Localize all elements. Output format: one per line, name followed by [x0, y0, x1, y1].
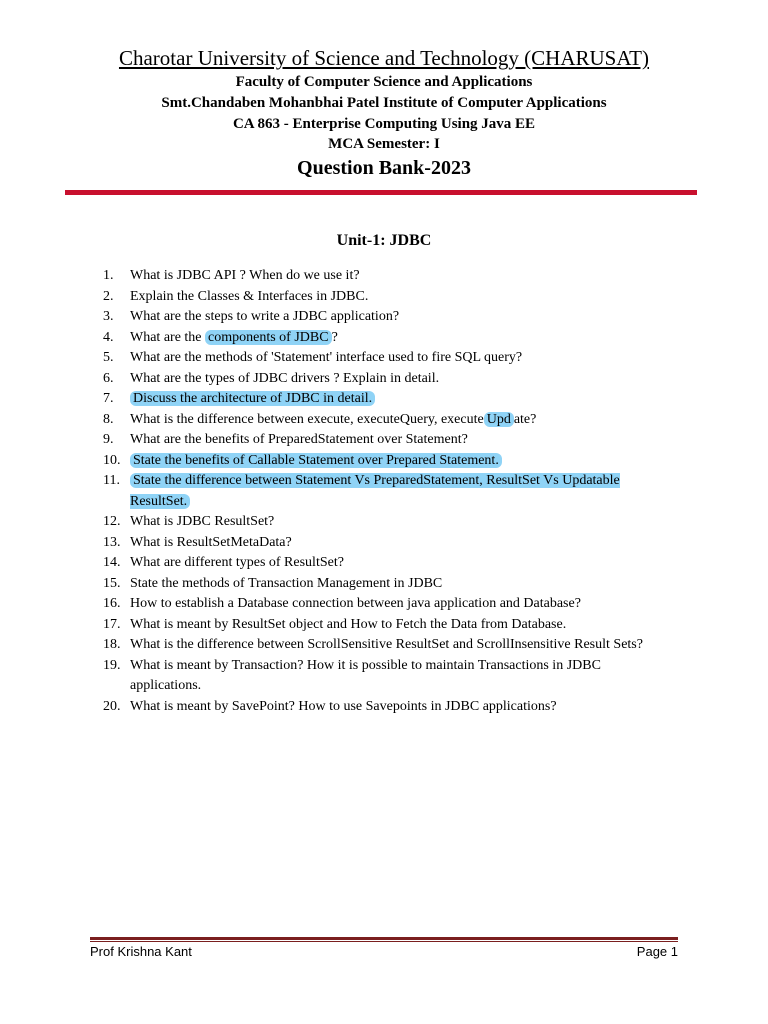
question-text [130, 348, 670, 369]
question-number: 2. [103, 288, 114, 304]
question-text [130, 266, 670, 287]
question-highlight: State the difference between Statement Vs PreparedStatement, ResultSet Vs Updatable ResultSet. [130, 473, 620, 509]
question-item [0, 574, 768, 595]
question-highlight: components of JDBC [205, 330, 332, 345]
question-item [0, 471, 768, 512]
header-divider [65, 190, 697, 195]
question-item [0, 451, 768, 472]
question-text [130, 656, 670, 697]
question-text-plain: What is JDBC API ? When do we use it? [130, 268, 360, 283]
footer-divider-thin [90, 941, 678, 942]
question-text [130, 471, 670, 512]
document-title: Question Bank-2023 [297, 157, 471, 179]
question-item [0, 410, 768, 431]
question-number: 5. [103, 350, 114, 365]
question-list [0, 266, 768, 717]
question-text-plain: What is JDBC ResultSet? [130, 514, 275, 529]
question-text [130, 307, 670, 328]
question-item [0, 307, 768, 328]
question-item [0, 369, 768, 390]
question-item [0, 533, 768, 554]
question-text-plain: What are the steps to write a JDBC application? [130, 309, 400, 324]
question-number: 10. [103, 452, 121, 468]
question-number: 7. [103, 391, 114, 406]
question-item [0, 512, 768, 533]
footer-page-number: Page 1 [636, 944, 678, 959]
question-text [130, 410, 670, 431]
question-text [130, 369, 670, 390]
question-number: 1. [103, 268, 114, 283]
question-highlight: Upd [484, 412, 514, 427]
question-number: 12. [103, 514, 121, 529]
footer-author: Prof Krishna Kant [90, 944, 192, 959]
question-number: 14. [103, 555, 121, 570]
question-text-plain: What are different types of ResultSet? [130, 555, 344, 570]
question-text-plain: What are the types of JDBC drivers ? Explain in detail. [130, 370, 440, 386]
question-item [0, 348, 768, 369]
question-number: 6. [103, 370, 114, 386]
question-text [130, 553, 670, 574]
question-text-plain: Explain the Classes & Interfaces in JDBC. [130, 288, 369, 304]
question-item [0, 287, 768, 308]
question-text [130, 328, 670, 349]
question-number: 19. [103, 657, 121, 673]
question-item [0, 656, 768, 697]
question-number: 8. [103, 411, 114, 427]
semester-label: MCA Semester: I [328, 136, 440, 152]
question-text-plain: State the methods of Transaction Management in JDBC [130, 575, 443, 591]
question-text-plain: What are the methods of 'Statement' interface used to fire SQL query? [130, 350, 523, 365]
question-text-plain: What is the difference between execute, executeQuery, execute [130, 411, 484, 427]
question-text-plain: What are the benefits of PreparedStatement over Statement? [130, 432, 468, 447]
course-title: CA 863 - Enterprise Computing Using Java EE [232, 116, 536, 132]
question-text-plain: What is meant by Transaction? How it is possible to maintain Transactions in JDBC applications. [130, 657, 601, 693]
question-item [0, 389, 768, 410]
question-highlight: Discuss the architecture of JDBC in detail. [130, 391, 375, 406]
question-number: 16. [103, 596, 121, 611]
question-text [130, 697, 670, 718]
question-text-plain: What are the [130, 329, 206, 345]
university-name: Charotar University of Science and Technology (CHARUSAT) [118, 46, 650, 70]
question-number: 20. [103, 698, 121, 714]
question-text [130, 533, 670, 554]
question-number: 4. [103, 329, 114, 345]
question-item [0, 430, 768, 451]
faculty-name: Faculty of Computer Science and Applications [235, 74, 533, 90]
question-text [130, 451, 670, 472]
question-number: 15. [103, 575, 121, 591]
question-item [0, 594, 768, 615]
question-text-plain: ? [331, 329, 338, 345]
institute-name: Smt.Chandaben Mohanbhai Patel Institute of Computer Applications [161, 95, 607, 111]
question-text [130, 512, 670, 533]
question-item [0, 615, 768, 636]
question-text-plain: What is meant by SavePoint? How to use Savepoints in JDBC applications? [130, 698, 557, 714]
question-number: 3. [103, 309, 114, 324]
question-number: 9. [103, 432, 114, 447]
question-text-plain: ate? [513, 411, 537, 427]
question-text [130, 635, 670, 656]
question-item [0, 635, 768, 656]
question-text-plain: What is the difference between ScrollSensitive ResultSet and ScrollInsensitive Result Sets? [130, 637, 643, 652]
question-item [0, 697, 768, 718]
question-text [130, 389, 670, 410]
question-text [130, 574, 670, 595]
question-number: 17. [103, 616, 121, 632]
question-text-plain: How to establish a Database connection between java application and Database? [130, 596, 581, 611]
question-number: 13. [103, 534, 121, 550]
question-text [130, 287, 670, 308]
question-number: 18. [103, 637, 121, 652]
question-text [130, 430, 670, 451]
footer-divider [90, 937, 678, 940]
question-highlight: State the benefits of Callable Statement over Prepared Statement. [130, 453, 502, 468]
question-item [0, 553, 768, 574]
unit-heading: Unit-1: JDBC [336, 232, 432, 249]
question-text-plain: What is meant by ResultSet object and How to Fetch the Data from Database. [130, 616, 567, 632]
question-text [130, 615, 670, 636]
question-text-plain: What is ResultSetMetaData? [130, 534, 292, 550]
question-number: 11. [103, 473, 120, 488]
question-text [130, 594, 670, 615]
question-item [0, 266, 768, 287]
question-item [0, 328, 768, 349]
